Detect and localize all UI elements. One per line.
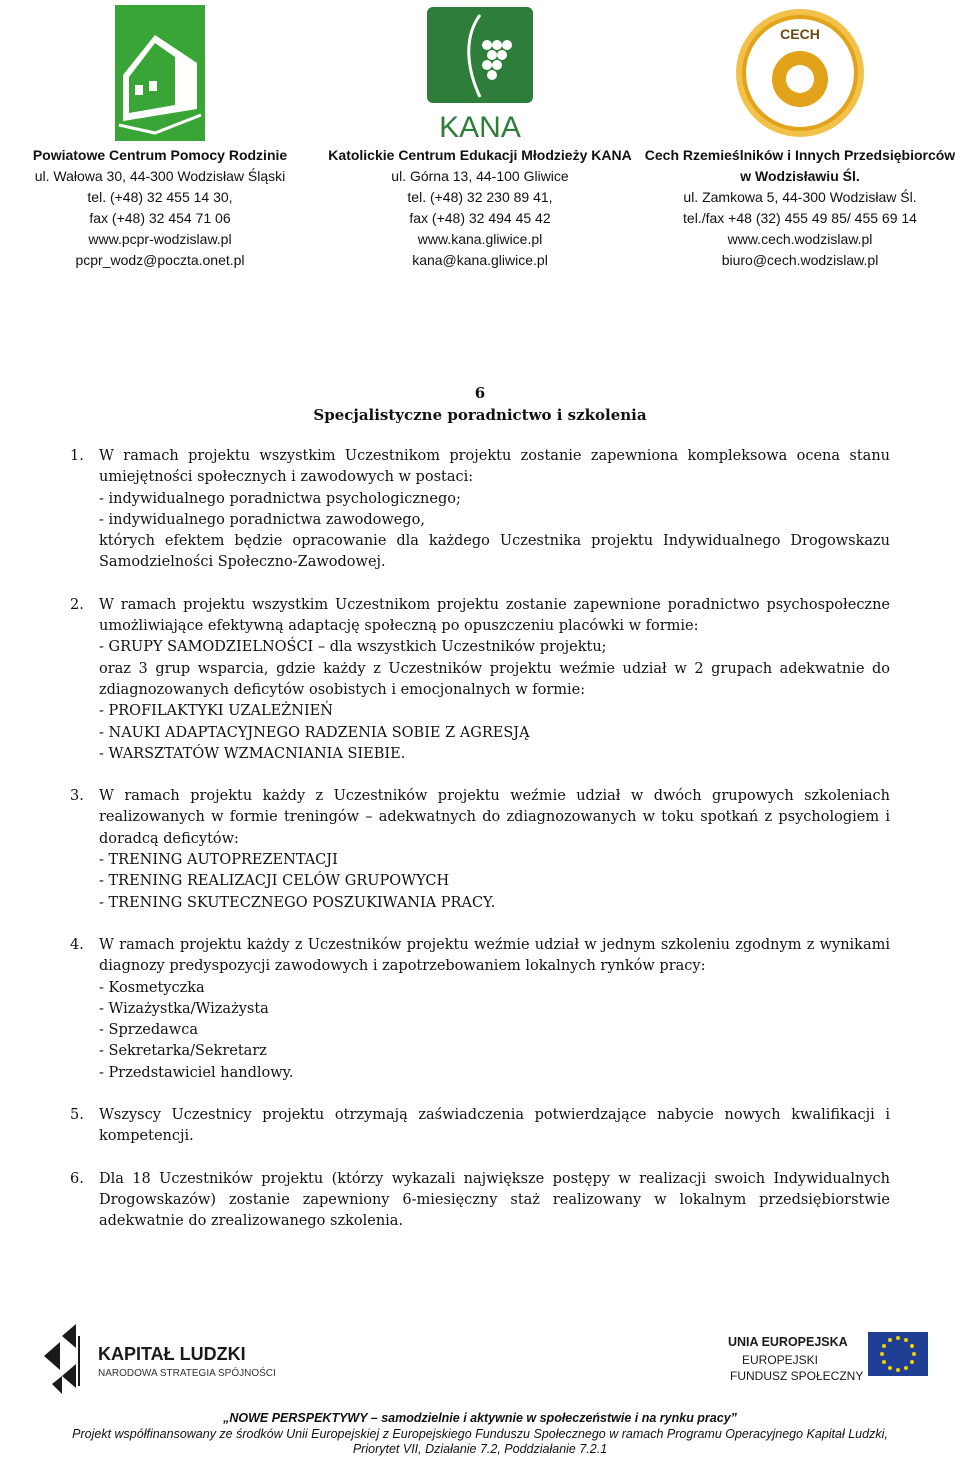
- footer-line1: Projekt współfinansowany ze środków Unii Europejskiej z Europejskiego Funduszu Społecznego w ramach Programu Operacyjnego Kapitał Ludzki,: [72, 1426, 888, 1441]
- item-text: - PROFILAKTYKI UZALEŻNIEŃ: [99, 703, 333, 720]
- item-text: W ramach projektu każdy z Uczestników projektu weźmie udział w dwóch grupowych szkoleniach realizowanych w formie treningów – adekwatnych do zdiagnozowanych w toku spotkań z psychologiem i doradcą deficytów:: [99, 788, 890, 847]
- cech-logo: [640, 0, 960, 145]
- item-text: - TRENING SKUTECZNEGO POSZUKIWANIA PRACY.: [99, 894, 496, 911]
- list-item: [70, 786, 890, 914]
- partner-address: ul. Górna 13, 44-100 Gliwice: [391, 168, 569, 184]
- item-text: - Wizażystka/Wizażysta: [99, 1000, 269, 1017]
- item-number: 2.: [70, 596, 84, 613]
- item-text: W ramach projektu wszystkim Uczestnikom projektu zostanie zapewnione poradnictwo psychospołeczne umożliwiające efektywną adaptację społeczną po opuszczeniu placówki w formie:: [99, 596, 890, 635]
- item-number: 5.: [70, 1107, 84, 1124]
- eu-line2: FUNDUSZ SPOŁECZNY: [730, 1369, 864, 1383]
- partner-kana: [320, 0, 640, 271]
- list-item: [70, 595, 890, 765]
- partner-fax: fax (+48) 32 454 71 06: [89, 210, 231, 226]
- section-title: Specjalistyczne poradnictwo i szkolenia: [313, 406, 647, 424]
- list-item: [70, 1169, 890, 1233]
- partner-fax: fax (+48) 32 494 45 42: [409, 210, 551, 226]
- partner-website[interactable]: www.kana.gliwice.pl: [417, 231, 543, 247]
- eu-logo: [728, 1324, 928, 1394]
- item-text: - indywidualnego poradnictwa zawodowego,: [99, 511, 425, 528]
- partner-address: ul. Wałowa 30, 44-300 Wodzisław Śląski: [34, 168, 286, 184]
- partner-cech: [640, 0, 960, 271]
- partner-name: Katolickie Centrum Edukacji Młodzieży KANA: [328, 147, 632, 163]
- partner-website[interactable]: www.pcpr-wodzislaw.pl: [88, 231, 232, 247]
- partner-name: Cech Rzemieślników i Innych Przedsiębiorców w Wodzisławiu Śl.: [644, 147, 956, 184]
- pcpr-logo: [0, 0, 320, 145]
- grapes-icon: [425, 5, 535, 141]
- eu-line1: EUROPEJSKI: [742, 1353, 819, 1367]
- item-text: Dla 18 Uczestników projektu (którzy wykazali największe postępy w realizacji swoich Indywidualnych Drogowskazów) zostanie zapewniony 6-miesięczny staż realizowany w lokalnym przedsiębiorstwie adekwatnie do zrealizowanego szkolenia.: [99, 1170, 890, 1230]
- items-list: [70, 446, 890, 1254]
- item-number: 4.: [70, 936, 84, 953]
- kapital-ludzki-subtitle: NARODOWA STRATEGIA SPÓJNOŚCI: [98, 1368, 276, 1379]
- item-text: - Przedstawiciel handlowy.: [99, 1064, 294, 1081]
- list-item: [70, 935, 890, 1084]
- section-heading: [0, 382, 960, 426]
- partner-name: Powiatowe Centrum Pomocy Rodzinie: [32, 147, 288, 163]
- partner-address: ul. Zamkowa 5, 44-300 Wodzisław Śl.: [683, 189, 917, 205]
- partner-phone: tel. (+48) 32 455 14 30,: [87, 189, 233, 205]
- item-text: oraz 3 grup wsparcia, gdzie każdy z Uczestników projektu weźmie udział w 2 grupach adekwatnie do zdiagnozowanych deficytów osobistych i emocjonalnych w formie:: [99, 660, 890, 698]
- kana-logo: [320, 0, 640, 145]
- footer-logos: [0, 1310, 960, 1410]
- list-item: [70, 446, 890, 574]
- item-text: Wszyscy Uczestnicy projektu otrzymają zaświadczenia potwierdzające nabycie nowych kwalifikacji i kompetencji.: [99, 1107, 890, 1145]
- partner-website[interactable]: www.cech.wodzislaw.pl: [727, 231, 873, 247]
- item-text: - Kosmetyczka: [99, 979, 205, 996]
- partner-phone: tel./fax +48 (32) 455 49 85/ 455 69 14: [683, 210, 917, 226]
- cech-logo-text: CECH: [780, 25, 820, 42]
- item-number: 6.: [70, 1170, 84, 1187]
- item-text: W ramach projektu każdy z Uczestników projektu weźmie udział w jednym szkoleniu zgodnym z wynikami diagnozy predyspozycji zawodowych i zapotrzebowaniem lokalnych rynków pracy:: [99, 936, 890, 975]
- seal-icon: [732, 5, 868, 141]
- partner-email[interactable]: kana@kana.gliwice.pl: [412, 252, 548, 268]
- item-text: których efektem będzie opracowanie dla każdego Uczestnika projektu Indywidualnego Drogowskazu Samodzielności Społeczno-Zawodowej.: [99, 533, 890, 571]
- list-item: [70, 1105, 890, 1148]
- item-text: - NAUKI ADAPTACYJNEGO RADZENIA SOBIE Z AGRESJĄ: [99, 724, 530, 741]
- eu-title: UNIA EUROPEJSKA: [728, 1335, 848, 1349]
- partner-phone: tel. (+48) 32 230 89 41,: [407, 189, 553, 205]
- kapital-ludzki-logo: [38, 1316, 288, 1396]
- kapital-ludzki-title: KAPITAŁ LUDZKI: [98, 1344, 246, 1364]
- item-text: - WARSZTATÓW WZMACNIANIA SIEBIE.: [99, 745, 406, 762]
- item-text: - Sekretarka/Sekretarz: [99, 1043, 267, 1060]
- item-text: W ramach projektu wszystkim Uczestnikom projektu zostanie zapewniona kompleksowa ocena stanu umiejętności społecznych i zawodowych w postaci:: [99, 448, 890, 486]
- partner-pcpr: [0, 0, 320, 271]
- partner-email[interactable]: biuro@cech.wodzislaw.pl: [721, 252, 879, 268]
- item-text: - TRENING REALIZACJI CELÓW GRUPOWYCH: [99, 873, 450, 890]
- item-number: 1.: [70, 448, 84, 464]
- partner-email[interactable]: pcpr_wodz@poczta.onet.pl: [75, 252, 245, 268]
- item-text: - GRUPY SAMODZIELNOŚCI – dla wszystkich Uczestników projektu;: [99, 639, 607, 656]
- footer-line2: Priorytet VII, Działanie 7.2, Poddziałanie 7.2.1: [352, 1442, 608, 1456]
- house-icon: [115, 5, 205, 141]
- footer-slogan: „NOWE PERSPEKTYWY – samodzielnie i aktywnie w społeczeństwie i na rynku pracy”: [223, 1411, 737, 1425]
- section-number: 6: [474, 384, 486, 402]
- item-number: 3.: [70, 788, 84, 805]
- footer-text: [0, 1411, 960, 1458]
- item-text: - Sprzedawca: [99, 1022, 198, 1039]
- item-text: - indywidualnego poradnictwa psychologicznego;: [99, 490, 461, 507]
- item-text: - TRENING AUTOPREZENTACJI: [99, 852, 338, 869]
- kana-logo-text: KANA: [439, 110, 521, 141]
